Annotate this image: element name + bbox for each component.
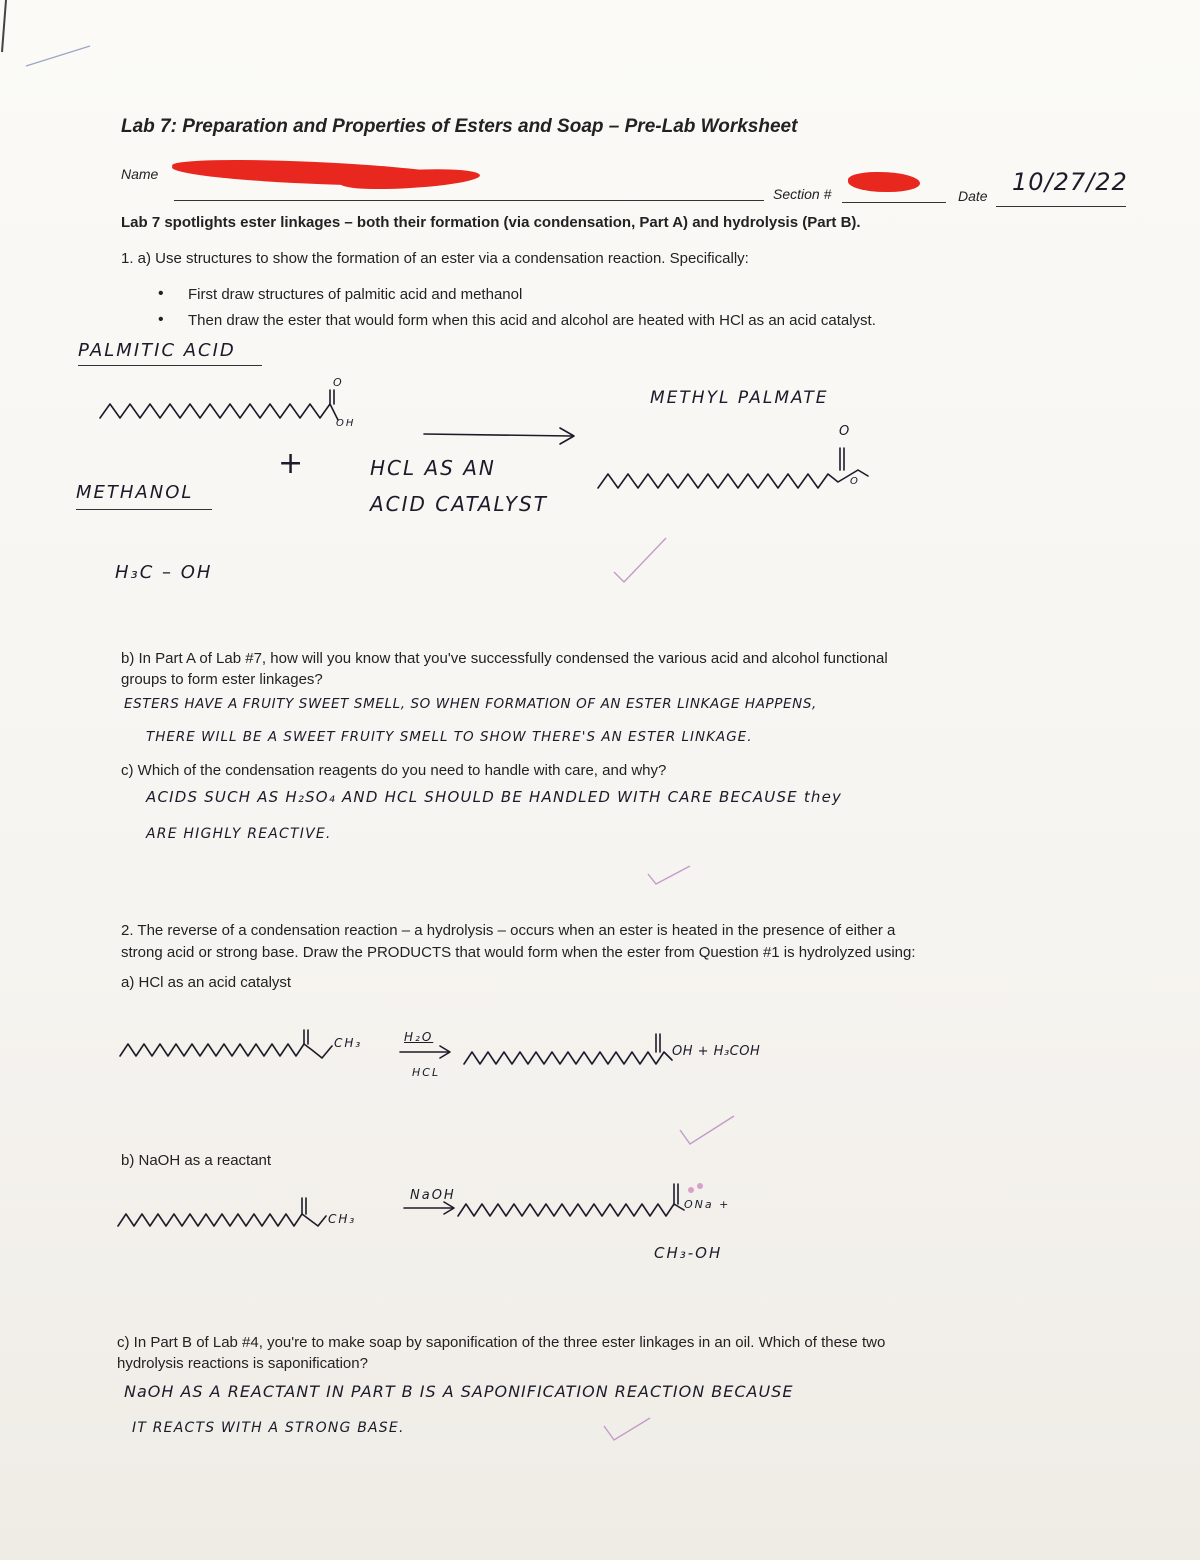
- q1b-prompt-line-1: b) In Part A of Lab #7, how will you know that you've successfully condensed the various acid and alcohol functional: [121, 650, 888, 667]
- q2c-answer-line-1: NaOH AS A REACTANT IN PART B IS A SAPONIFICATION REACTION BECAUSE: [124, 1382, 794, 1401]
- methanol-formula: H₃C – OH: [115, 562, 213, 583]
- check-mark-q1c: [648, 866, 690, 884]
- section-label: Section #: [773, 186, 832, 202]
- q2b-products: ONa +: [684, 1198, 731, 1211]
- q1c-answer-line-1: ACIDS SUCH AS H₂SO₄ AND HCL SHOULD BE HANDLED WITH CARE BECAUSE they: [146, 788, 843, 806]
- q1b-answer-line-1: ESTERS HAVE A FRUITY SWEET SMELL, SO WHEN FORMATION OF AN ESTER LINKAGE HAPPENS,: [124, 696, 817, 712]
- methyl-palmitate-chain: [598, 470, 868, 488]
- q2c-answer-line-2: IT REACTS WITH A STRONG BASE.: [132, 1420, 405, 1436]
- q2b-ester-chain: [118, 1214, 326, 1226]
- q2a-reagent-top: H₂O: [404, 1030, 434, 1044]
- q1b-prompt-line-2: groups to form ester linkages?: [121, 671, 323, 688]
- page-edge-line: [2, 0, 6, 52]
- q1c-prompt: c) Which of the condensation reagents do you need to handle with care, and why?: [121, 762, 667, 779]
- q2c-prompt-line-1: c) In Part B of Lab #4, you're to make soap by saponification of the three ester linkages in an oil. Which of these two: [117, 1334, 886, 1351]
- q2a-product-chain: [464, 1052, 672, 1064]
- palmitic-acid-chain: [100, 404, 338, 420]
- q2b-ch3: CH₃: [328, 1212, 357, 1226]
- catalyst-line-1: HCL AS AN: [370, 456, 496, 480]
- q2a-products: OH + H₃COH: [672, 1044, 761, 1059]
- page-title: Lab 7: Preparation and Properties of Esters and Soap – Pre-Lab Worksheet: [121, 116, 798, 137]
- q2a-ester-chain: [120, 1044, 332, 1058]
- q1b-answer-line-2: THERE WILL BE A SWEET FRUITY SMELL TO SHOW THERE'S AN ESTER LINKAGE.: [146, 729, 753, 745]
- q2b-product-chain: [458, 1204, 684, 1216]
- q2b-label: b) NaOH as a reactant: [121, 1152, 272, 1169]
- ester-carbonyl-o: O: [839, 424, 852, 439]
- q1a-prompt: 1. a) Use structures to show the formation of an ester via a condensation reaction. Specifically:: [121, 250, 749, 267]
- stray-pen-mark: [26, 46, 90, 66]
- q2a-label: a) HCl as an acid catalyst: [121, 974, 292, 991]
- intro-text: Lab 7 spotlights ester linkages – both their formation (via condensation, Part A) and hydrolysis (Part B).: [121, 214, 861, 231]
- q2-prompt-line-2: strong acid or strong base. Draw the PRODUCTS that would form when the ester from Question #1 is hydrolyzed using:: [121, 944, 916, 961]
- reaction-arrow: [424, 434, 572, 436]
- name-label: Name: [121, 166, 159, 182]
- date-value: 10/27/22: [1012, 168, 1128, 196]
- date-label: Date: [958, 188, 988, 204]
- methanol-label: METHANOL: [76, 482, 212, 510]
- check-mark-q1a: [614, 538, 666, 582]
- charge-dot: [688, 1187, 694, 1193]
- q2c-prompt-line-2: hydrolysis reactions is saponification?: [117, 1355, 368, 1372]
- q1-bullet-2: • Then draw the ester that would form when this acid and alcohol are heated with HCl as an acid catalyst.: [188, 312, 876, 329]
- q2b-reagent: NaOH: [410, 1188, 456, 1203]
- q1c-answer-line-2: ARE HIGHLY REACTIVE.: [146, 826, 332, 842]
- catalyst-line-2: ACID CATALYST: [370, 492, 548, 516]
- palmitic-acid-label: PALMITIC ACID: [78, 340, 262, 366]
- acid-carbonyl-o: O: [333, 376, 344, 389]
- methyl-palmate-label: METHYL PALMATE: [650, 388, 829, 408]
- ester-o-label: O: [850, 476, 860, 487]
- q2a-reagent-bottom: HCL: [412, 1066, 441, 1079]
- check-mark-q2a: [680, 1116, 734, 1144]
- check-mark-q2c: [604, 1418, 650, 1440]
- acid-oh-label: OH: [336, 418, 356, 429]
- q2b-byproduct: CH₃-OH: [654, 1244, 723, 1262]
- q1-bullet-1: • First draw structures of palmitic acid and methanol: [188, 286, 522, 303]
- plus-sign: +: [278, 446, 306, 481]
- q2-prompt-line-1: 2. The reverse of a condensation reaction – a hydrolysis – occurs when an ester is heated in the presence of either a: [121, 922, 896, 939]
- q2a-ch3: CH₃: [334, 1036, 363, 1050]
